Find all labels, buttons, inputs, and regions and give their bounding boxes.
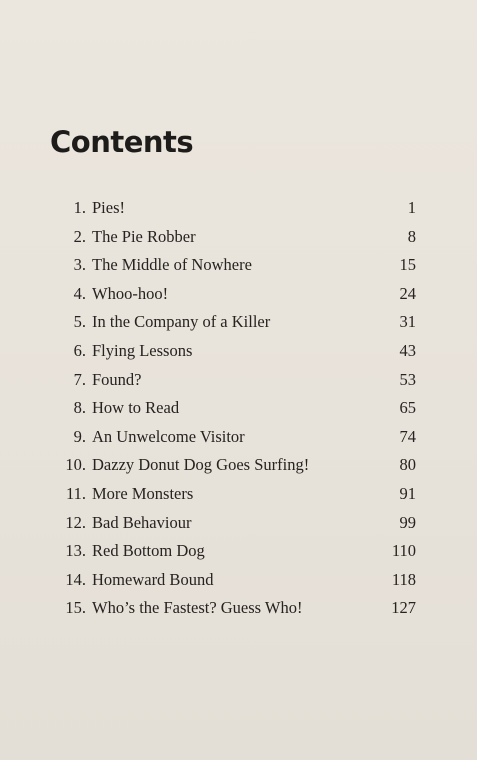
chapter-number: 11. <box>65 483 86 503</box>
toc-entry <box>54 255 416 284</box>
toc-entry <box>54 541 416 570</box>
page-number: 31 <box>399 312 416 332</box>
page-number: 99 <box>399 512 416 532</box>
chapter-title: Whoo-hoo! <box>92 283 169 303</box>
chapter-number: 10. <box>65 455 86 475</box>
chapter-title: Dazzy Donut Dog Goes Surfing! <box>92 455 310 475</box>
page-number: 1 <box>407 198 416 217</box>
chapter-number: 8. <box>73 398 86 418</box>
toc-entry <box>54 341 416 370</box>
page-number: 110 <box>391 541 416 561</box>
table-of-contents <box>54 198 416 627</box>
page-number: 74 <box>399 426 416 446</box>
chapter-number: 4. <box>73 283 86 303</box>
chapter-number: 1. <box>73 198 86 217</box>
toc-entry <box>54 513 416 542</box>
chapter-title: Homeward Bound <box>92 569 214 589</box>
toc-entry <box>54 398 416 427</box>
chapter-title: An Unwelcome Visitor <box>92 426 245 446</box>
chapter-number: 15. <box>65 598 86 618</box>
chapter-number: 3. <box>73 255 86 275</box>
chapter-number: 7. <box>73 369 86 389</box>
page-number: 91 <box>399 483 416 503</box>
chapter-title: In the Company of a Killer <box>92 312 271 332</box>
chapter-number: 9. <box>73 426 86 446</box>
toc-entry <box>54 427 416 456</box>
page-number: 8 <box>407 226 416 246</box>
page-number: 15 <box>399 255 416 275</box>
toc-entry <box>54 598 416 627</box>
chapter-number: 12. <box>65 512 86 532</box>
page-number: 24 <box>399 283 416 303</box>
page-title: Contents <box>50 125 194 159</box>
chapter-title: Flying Lessons <box>92 340 193 360</box>
page-number: 118 <box>391 569 416 589</box>
chapter-title: The Pie Robber <box>92 226 196 246</box>
toc-entry <box>54 227 416 256</box>
page-number: 80 <box>399 455 416 475</box>
chapter-number: 5. <box>73 312 86 332</box>
toc-entry <box>54 198 416 227</box>
toc-entry <box>54 370 416 399</box>
toc-entry <box>54 455 416 484</box>
chapter-number: 13. <box>65 541 86 561</box>
page-number: 127 <box>391 598 416 618</box>
chapter-title: How to Read <box>92 398 180 418</box>
chapter-title: Pies! <box>92 198 125 217</box>
chapter-title: Bad Behaviour <box>92 512 192 532</box>
chapter-number: 14. <box>65 569 86 589</box>
chapter-number: 6. <box>73 340 86 360</box>
chapter-title: Red Bottom Dog <box>92 541 205 561</box>
page-number: 53 <box>399 369 416 389</box>
page-number: 43 <box>399 340 416 360</box>
toc-entry <box>54 484 416 513</box>
toc-entry <box>54 312 416 341</box>
toc-entry <box>54 570 416 599</box>
chapter-title: Who’s the Fastest? Guess Who! <box>92 598 303 618</box>
chapter-title: Found? <box>92 369 142 389</box>
page-number: 65 <box>399 398 416 418</box>
toc-entry <box>54 284 416 313</box>
chapter-title: The Middle of Nowhere <box>92 255 252 275</box>
chapter-title: More Monsters <box>92 483 194 503</box>
chapter-number: 2. <box>73 226 86 246</box>
